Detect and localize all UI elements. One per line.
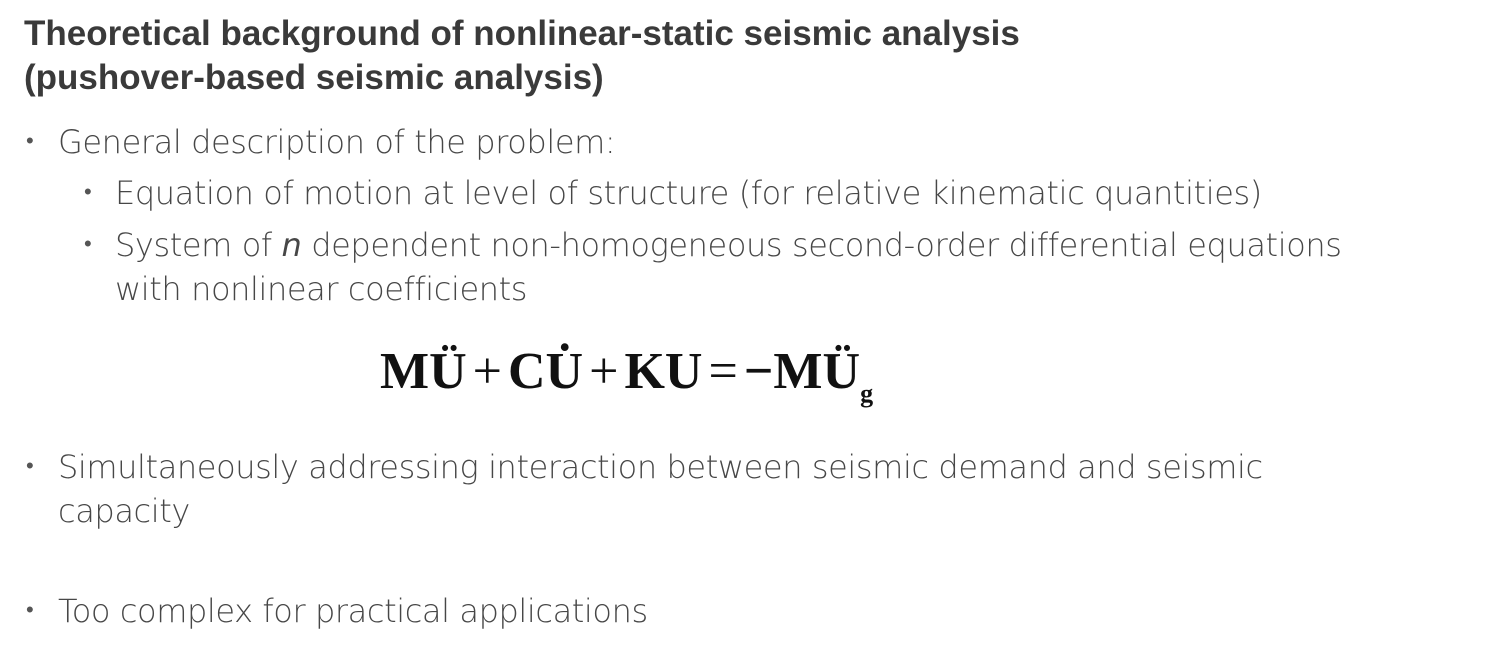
bullet-equation-of-motion <box>84 171 1262 215</box>
eq-equals: = <box>708 343 738 400</box>
bullet-dot: • <box>84 232 92 257</box>
bullet-simultaneous-interaction <box>26 445 1263 533</box>
eq-velocity: U̇ <box>545 343 584 400</box>
bullet-general-description <box>26 120 616 164</box>
bullet-text: Equation of motion at level of structure (for relative kinematic quantities) <box>115 174 1262 212</box>
eq-mass: M <box>773 343 823 400</box>
eq-ground-acceleration: Ü <box>822 343 861 400</box>
eq-subscript-g: g <box>860 379 874 408</box>
bullet-dot: • <box>26 454 34 479</box>
eq-stiffness: K <box>624 343 665 400</box>
eq-acceleration: Ü <box>429 343 467 400</box>
title-line-2: (pushover-based seismic analysis) <box>24 58 604 97</box>
eq-displacement: U <box>664 343 703 400</box>
bullet-dot: • <box>26 129 34 154</box>
eq-mass: M <box>380 343 430 400</box>
bullet-text-line-2: capacity <box>58 492 190 530</box>
bullet-dot: • <box>84 180 92 205</box>
bullet-text: Too complex for practical applications <box>58 592 648 630</box>
eq-plus: + <box>589 343 619 400</box>
bullet-too-complex <box>26 589 648 633</box>
title-line-1: Theoretical background of nonlinear-static seismic analysis <box>24 14 1020 53</box>
bullet-text-prefix: System of <box>115 226 272 264</box>
variable-n: n <box>281 226 302 264</box>
eq-damping: C <box>507 343 546 400</box>
eq-plus: + <box>472 343 502 400</box>
slide-title <box>24 12 1020 100</box>
bullet-text-line-2: with nonlinear coefficients <box>115 270 528 308</box>
equation-of-motion <box>380 340 873 426</box>
eq-minus: − <box>743 343 774 400</box>
bullet-system-of-equations <box>84 223 1342 311</box>
bullet-text: General description of the problem: <box>58 123 616 161</box>
bullet-text-suffix: dependent non-homogeneous second-order differential equations <box>311 226 1342 264</box>
bullet-dot: • <box>26 598 34 623</box>
bullet-text: Simultaneously addressing interaction between seismic demand and seismic <box>58 448 1263 486</box>
